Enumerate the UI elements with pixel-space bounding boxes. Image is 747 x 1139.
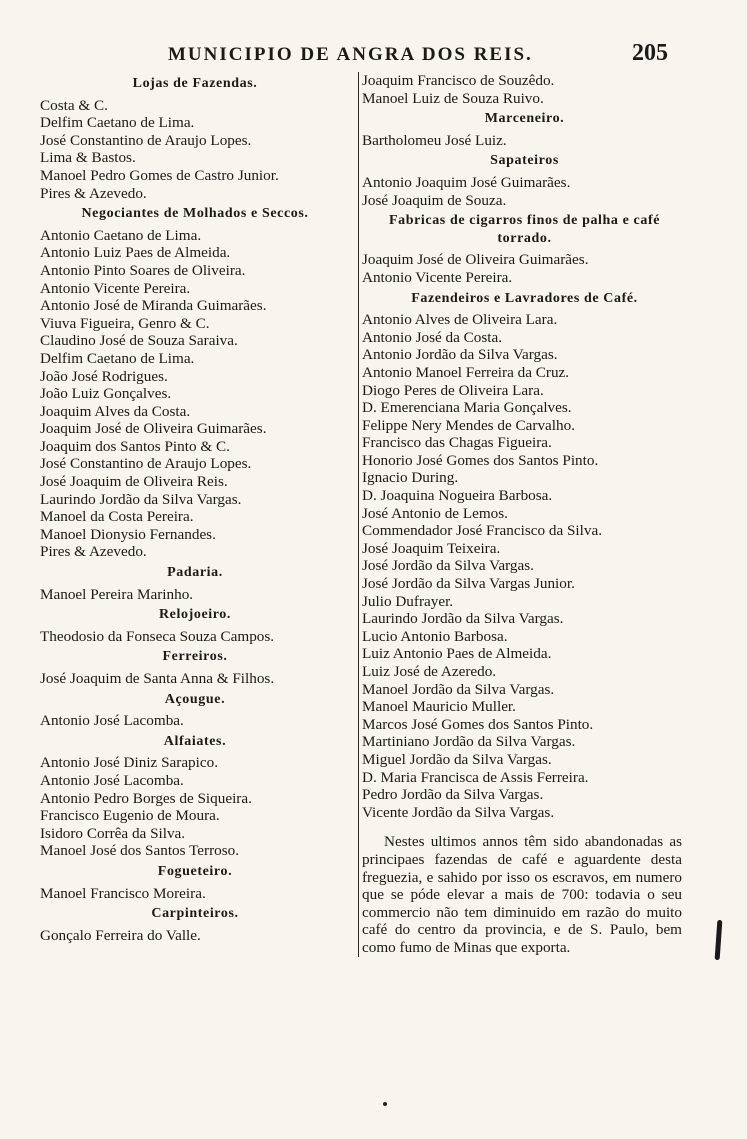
directory-entry: Laurindo Jordão da Silva Vargas. <box>40 490 242 508</box>
directory-entry: Joaquim Alves da Costa. <box>40 402 191 420</box>
directory-entry: José Antonio de Lemos. <box>362 504 508 522</box>
directory-entry: Ignacio During. <box>362 469 459 487</box>
directory-entry: Antonio Joaquim José Guimarães. <box>362 173 571 191</box>
directory-entry: João José Rodrigues. <box>40 367 168 385</box>
directory-entry: Manoel Pereira Marinho. <box>40 585 194 603</box>
directory-entry: Antonio Vicente Pereira. <box>362 268 513 286</box>
directory-entry: José Constantino de Araujo Lopes. <box>40 131 252 149</box>
directory-entry: Laurindo Jordão da Silva Vargas. <box>362 610 564 628</box>
directory-entry: Antonio José Diniz Sarapico. <box>40 754 219 772</box>
directory-entry: Julio Dufrayer. <box>362 592 454 610</box>
right-column-sections <box>362 72 687 821</box>
section-heading: Relojoeiro. <box>158 607 232 623</box>
directory-entry: Gonçalo Ferreira do Valle. <box>40 926 201 944</box>
directory-entry: Luiz Antonio Paes de Almeida. <box>362 645 552 663</box>
directory-entry: Manoel Jordão da Silva Vargas. <box>362 680 555 698</box>
section-heading: Padaria. <box>167 565 223 581</box>
directory-entry: Claudino José de Souza Saraiva. <box>40 332 238 350</box>
directory-entry: Diogo Peres de Oliveira Lara. <box>362 381 544 399</box>
directory-entry: Manoel Dionysio Fernandes. <box>40 525 216 543</box>
directory-entry: Francisco Eugenio de Moura. <box>40 807 220 825</box>
directory-entry: Manoel José dos Santos Terroso. <box>40 842 240 860</box>
section-heading: Alfaiates. <box>163 733 227 749</box>
section-heading: Açougue. <box>164 691 226 707</box>
directory-entry: Antonio Pedro Borges de Siqueira. <box>40 789 252 807</box>
directory-entry: Manoel Luiz de Souza Ruivo. <box>362 89 544 107</box>
directory-entry: D. Joaquina Nogueira Barbosa. <box>362 487 553 505</box>
closing-paragraph: Nestes ultimos annos têm sido abandonadas as principaes fazendas de café e aguardente desta freguezia, e sahido por isso os escravos, em numero que se póde elevar a mais de 700: todavia o seu commercio não tem diminuido em razão do muito café do centro da provincia, e de S. Paulo, bem como fumo de Minas que exporta. <box>362 833 682 956</box>
margin-ink-mark <box>715 920 723 960</box>
directory-entry: Luiz José de Azeredo. <box>362 663 497 680</box>
page-number: 205 <box>632 40 668 66</box>
directory-entry: José Jordão da Silva Vargas Junior. <box>362 575 575 593</box>
directory-entry: Commendador José Francisco da Silva. <box>362 522 603 540</box>
directory-entry: Antonio Pinto Soares de Oliveira. <box>40 261 246 279</box>
section-heading: Fazendeiros e Lavradores de Café. <box>411 290 638 306</box>
directory-entry: Joaquim dos Santos Pinto & C. <box>40 437 230 455</box>
right-column <box>358 72 687 957</box>
directory-entry: Manoel da Costa Pereira. <box>40 508 194 526</box>
directory-entry: Antonio Jordão da Silva Vargas. <box>362 346 558 364</box>
directory-entry: Honorio José Gomes dos Santos Pinto. <box>362 451 599 469</box>
directory-entry: Vicente Jordão da Silva Vargas. <box>362 803 555 821</box>
directory-entry: Antonio José Lacomba. <box>40 712 184 730</box>
directory-entry: Antonio Vicente Pereira. <box>40 279 191 297</box>
directory-entry: Marcos José Gomes dos Santos Pinto. <box>362 715 594 733</box>
section-heading: Fogueteiro. <box>157 863 233 879</box>
directory-entry: José Joaquim Teixeira. <box>362 539 501 557</box>
directory-entry: Isidoro Corrêa da Silva. <box>40 824 186 842</box>
directory-entry: Pires & Azevedo. <box>40 543 147 561</box>
directory-entry: Manoel Mauricio Muller. <box>362 698 516 716</box>
directory-entry: Martiniano Jordão da Silva Vargas. <box>362 733 576 751</box>
directory-entry: José Joaquim de Souza. <box>362 191 507 209</box>
page-header <box>0 40 747 70</box>
directory-entry: Pedro Jordão da Silva Vargas. <box>362 786 544 804</box>
directory-entry: Miguel Jordão da Silva Vargas. <box>362 750 552 768</box>
directory-entry: Joaquim José de Oliveira Guimarães. <box>40 420 267 438</box>
section-heading: Ferreiros. <box>162 649 228 665</box>
directory-entry: Joaquim José de Oliveira Guimarães. <box>362 251 589 269</box>
left-column <box>40 72 350 944</box>
directory-entry: Delfim Caetano de Lima. <box>40 114 195 132</box>
page-bullet-mark <box>383 1102 387 1106</box>
directory-entry: Delfim Caetano de Lima. <box>40 349 195 367</box>
directory-entry: Pires & Azevedo. <box>40 184 147 202</box>
directory-entry: José Constantino de Araujo Lopes. <box>40 455 252 473</box>
directory-entry: Theodosio da Fonseca Souza Campos. <box>40 627 275 645</box>
page-title: MUNICIPIO DE ANGRA DOS REIS. <box>168 44 533 65</box>
directory-entry: Antonio José da Costa. <box>362 328 503 346</box>
directory-entry: D. Emerenciana Maria Gonçalves. <box>362 399 572 417</box>
section-heading: Lojas de Fazendas. <box>132 76 258 91</box>
directory-entry: Francisco das Chagas Figueira. <box>362 434 552 452</box>
directory-entry: Antonio Caetano de Lima. <box>40 226 202 244</box>
directory-entry: José Joaquim de Oliveira Reis. <box>40 473 228 491</box>
directory-entry: Viuva Figueira, Genro & C. <box>40 314 210 332</box>
directory-entry: Antonio José Lacomba. <box>40 771 184 789</box>
directory-entry: Antonio Alves de Oliveira Lara. <box>362 311 558 329</box>
directory-entry: Lucio Antonio Barbosa. <box>362 627 508 645</box>
directory-entry: Antonio Manoel Ferreira da Cruz. <box>362 363 570 381</box>
section-heading: Fabricas de cigarros finos de palha e café torrado. <box>388 213 661 246</box>
section-heading: Carpinteiros. <box>151 906 239 922</box>
directory-entry: José Joaquim de Santa Anna & Filhos. <box>40 670 275 687</box>
directory-entry: Costa & C. <box>40 96 108 114</box>
directory-entry: Antonio José de Miranda Guimarães. <box>40 297 267 315</box>
section-heading: Sapateiros <box>490 153 559 169</box>
section-heading: Marceneiro. <box>484 111 565 127</box>
directory-entry: Lima & Bastos. <box>40 149 136 167</box>
directory-entry: Antonio Luiz Paes de Almeida. <box>40 244 231 262</box>
directory-entry: Joaquim Francisco de Souzêdo. <box>362 72 555 89</box>
directory-entry: Manoel Francisco Moreira. <box>40 884 206 902</box>
directory-entry: Bartholomeu José Luiz. <box>362 131 507 149</box>
directory-entry: Felippe Nery Mendes de Carvalho. <box>362 416 575 434</box>
directory-entry: João Luiz Gonçalves. <box>40 385 172 403</box>
directory-entry: D. Maria Francisca de Assis Ferreira. <box>362 768 589 786</box>
directory-entry: Manoel Pedro Gomes de Castro Junior. <box>40 166 279 184</box>
section-heading: Negociantes de Molhados e Seccos. <box>81 206 309 222</box>
directory-entry: José Jordão da Silva Vargas. <box>362 557 534 575</box>
